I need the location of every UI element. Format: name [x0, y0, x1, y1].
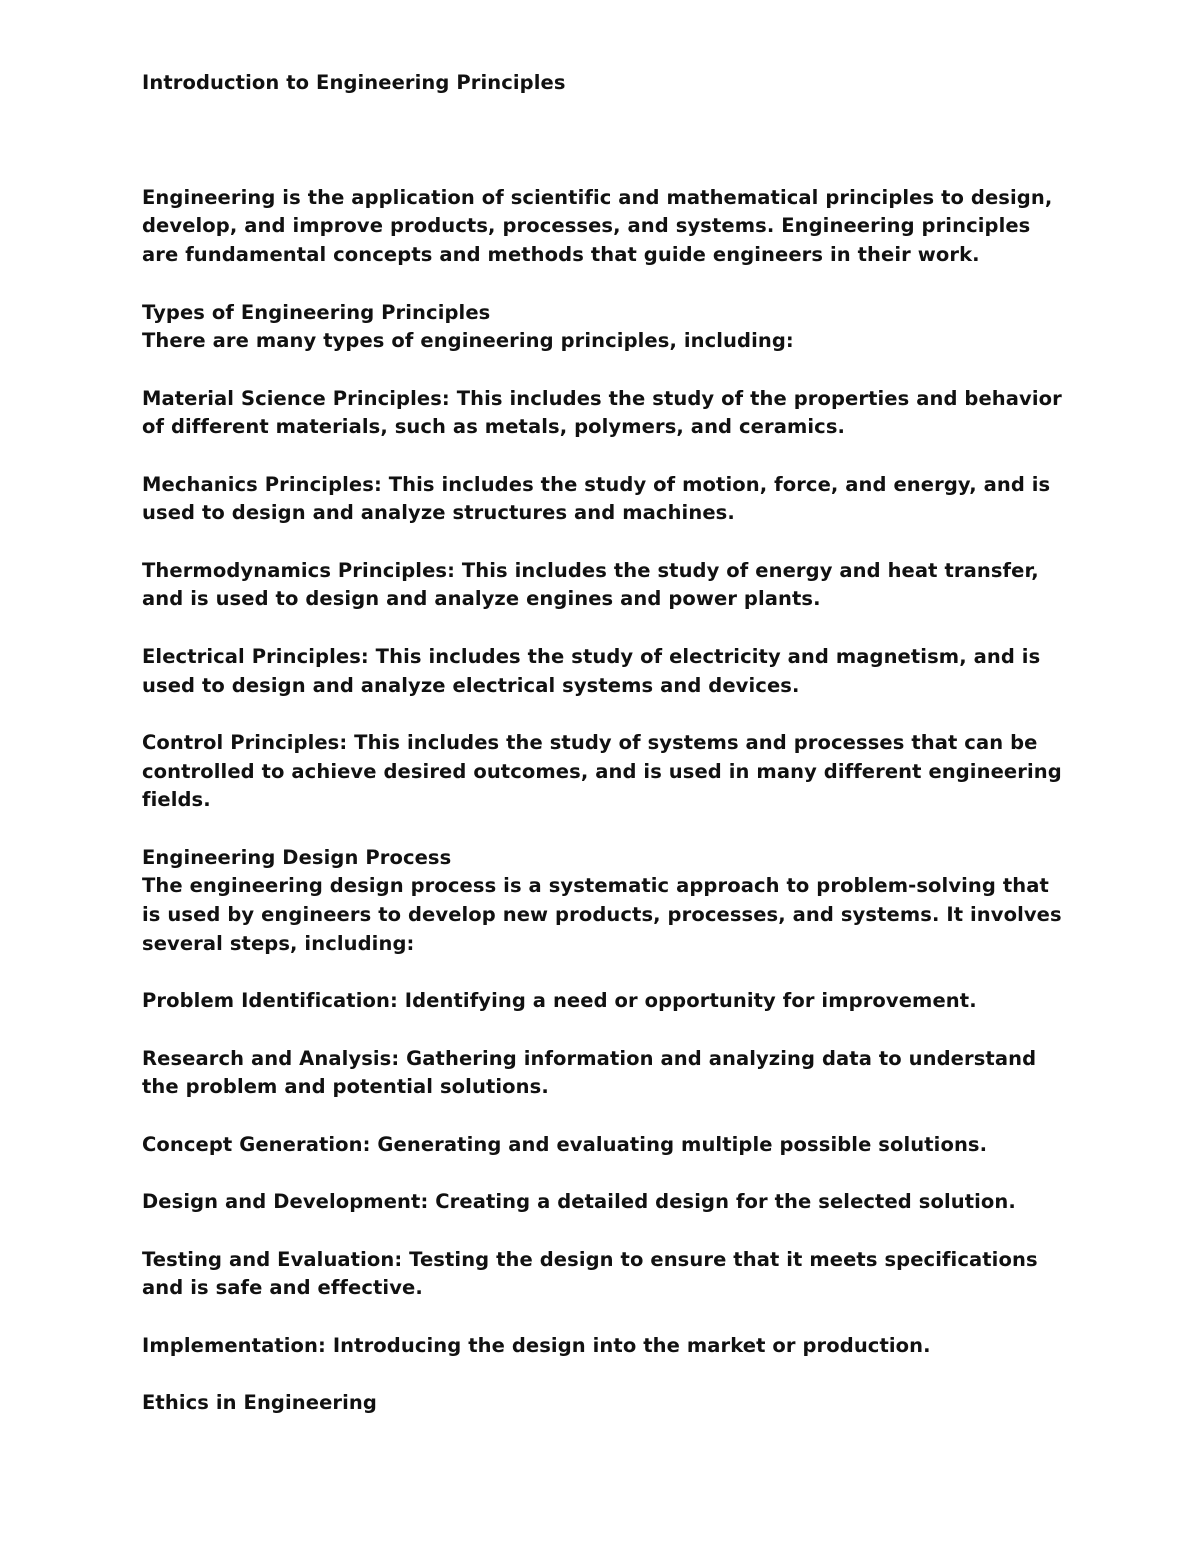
design-step: Concept Generation: Generating and evaluating multiple possible solutions.: [142, 1132, 988, 1156]
types-item: Thermodynamics Principles: This includes the study of energy and heat transfer, and is used to design and analyze engines and power plants.: [142, 558, 1039, 611]
types-item: Electrical Principles: This includes the study of electricity and magnetism, and is used to design and analyze electrical systems and devices.: [142, 644, 1041, 697]
design-heading: Engineering Design Process: [142, 845, 452, 869]
types-item: Control Principles: This includes the study of systems and processes that can be controlled to achieve desired outcomes, and is used in many different engineering fields.: [142, 730, 1062, 812]
design-step: Design and Development: Creating a detailed design for the selected solution.: [142, 1190, 1016, 1214]
types-lead: There are many types of engineering principles, including:: [142, 329, 794, 353]
types-item: Mechanics Principles: This includes the study of motion, force, and energy, and is used to design and analyze structures and machines.: [142, 472, 1051, 525]
design-step: Problem Identification: Identifying a need or opportunity for improvement.: [142, 989, 977, 1013]
title-spacer: [142, 98, 1072, 184]
types-item: Material Science Principles: This includes the study of the properties and behavior of different materials, such as metals, polymers, and ceramics.: [142, 386, 1062, 439]
design-step: Implementation: Introducing the design into the market or production.: [142, 1333, 931, 1357]
design-lead: The engineering design process is a systematic approach to problem-solving that is used by engineers to develop new products, processes, and systems. It involves several steps, including:: [142, 874, 1062, 955]
design-step: Research and Analysis: Gathering information and analyzing data to understand the problem and potential solutions.: [142, 1046, 1037, 1099]
document-title: Introduction to Engineering Principles: [142, 71, 566, 94]
ethics-heading: Ethics in Engineering: [142, 1391, 377, 1415]
document-body: [142, 69, 1072, 1418]
types-heading: Types of Engineering Principles: [142, 300, 491, 324]
design-step: Testing and Evaluation: Testing the design to ensure that it meets specifications and is safe and effective.: [142, 1247, 1038, 1300]
intro-paragraph: Engineering is the application of scientific and mathematical principles to design, develop, and improve products, processes, and systems. Engineering principles are fundamental concepts and methods that guide engineers in their work.: [142, 185, 1053, 267]
